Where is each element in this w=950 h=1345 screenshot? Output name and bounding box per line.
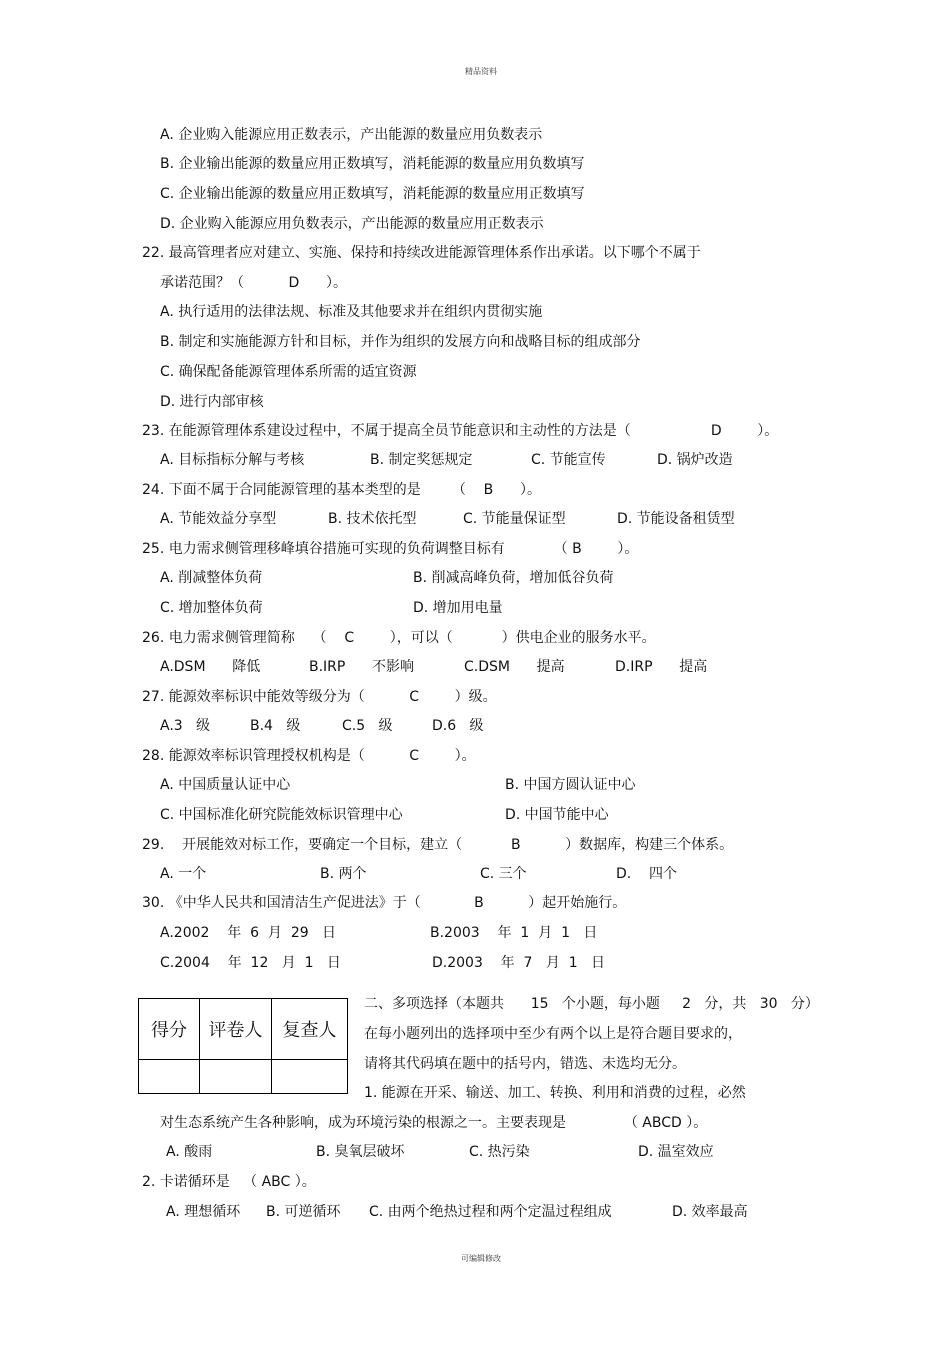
section-instruction: 请将其代码填在题中的括号内，错选、未选均无分。 — [364, 1056, 686, 1072]
option-item: C. 由两个绝热过程和两个定温过程组成 — [369, 1204, 612, 1220]
section-instruction: 在每小题列出的选择项中至少有两个以上是符合题目要求的， — [364, 1026, 742, 1042]
option-item: B. 可逆循环 — [266, 1204, 341, 1220]
question-line: 22. 最高管理者应对建立、实施、保持和持续改进能源管理体系作出承诺。以下哪个不属于 — [142, 245, 701, 261]
question-line: 26. 电力需求侧管理简称 （ C ），可以（ ）供电企业的服务水平。 — [142, 630, 656, 646]
option-item: A.DSM 降低 — [160, 659, 261, 675]
page-header: 精品资料 — [465, 67, 497, 76]
option-line: C. 确保配备能源管理体系所需的适宜资源 — [160, 364, 417, 380]
option-item: A. 一个 — [160, 866, 207, 882]
option-item: B.4 级 — [250, 718, 301, 734]
score-input-cell[interactable] — [139, 1060, 200, 1094]
option-item: D. 增加用电量 — [413, 600, 503, 616]
question-line: 29. 开展能效对标工作，要确定一个目标，建立（ B ）数据库，构建三个体系。 — [142, 837, 734, 853]
option-item: C.2004 年 12 月 1 日 — [160, 955, 341, 971]
option-item: D. 温室效应 — [638, 1144, 714, 1160]
option-item: B. 中国方圆认证中心 — [505, 777, 636, 793]
option-item: B. 臭氧层破坏 — [316, 1144, 405, 1160]
option-item: A. 中国质量认证中心 — [160, 777, 291, 793]
option-item: C. 节能宣传 — [531, 452, 606, 468]
option-item: A. 节能效益分享型 — [160, 511, 277, 527]
option-item: C. 节能量保证型 — [463, 511, 566, 527]
grader-input-cell[interactable] — [200, 1060, 272, 1094]
option-item: D. 中国节能中心 — [505, 807, 609, 823]
option-line: B. 制定和实施能源方针和目标，并作为组织的发展方向和战略目标的组成部分 — [160, 334, 641, 350]
question-line: 23. 在能源管理体系建设过程中，不属于提高全员节能意识和主动性的方法是（ D ）。 — [142, 423, 779, 439]
option-item: A. 理想循环 — [166, 1204, 241, 1220]
option-item: B. 削减高峰负荷，增加低谷负荷 — [413, 570, 614, 586]
option-item: A. 酸雨 — [166, 1144, 213, 1160]
option-item: D. 效率最高 — [672, 1204, 748, 1220]
option-item: D. 锅炉改造 — [657, 452, 733, 468]
option-item: B.2003 年 1 月 1 日 — [430, 925, 598, 941]
option-item: C.DSM 提高 — [464, 659, 565, 675]
option-line: B. 企业输出能源的数量应用正数填写，消耗能源的数量应用负数填写 — [160, 156, 585, 172]
option-item: B.IRP 不影响 — [309, 659, 415, 675]
option-item: B. 制定奖惩规定 — [370, 452, 473, 468]
option-item: D. 四个 — [616, 866, 678, 882]
section-title: 二、多项选择（本题共 15 个小题，每小题 2 分，共 30 分） — [364, 996, 819, 1012]
option-line: C. 企业输出能源的数量应用正数填写，消耗能源的数量应用正数填写 — [160, 186, 585, 202]
option-item: A.3 级 — [160, 718, 211, 734]
option-item: C. 热污染 — [469, 1144, 530, 1160]
question-line: 28. 能源效率标识管理授权机构是（ C ）。 — [142, 748, 476, 764]
option-item: D.6 级 — [432, 718, 484, 734]
option-item: A.2002 年 6 月 29 日 — [160, 925, 336, 941]
option-item: A. 目标指标分解与考核 — [160, 452, 305, 468]
question-line: 24. 下面不属于合同能源管理的基本类型的是 （ B ）。 — [142, 482, 541, 498]
option-item: D. 节能设备租赁型 — [617, 511, 735, 527]
option-item: D.2003 年 7 月 1 日 — [432, 955, 605, 971]
option-line: A. 执行适用的法律法规、标准及其他要求并在组织内贯彻实施 — [160, 304, 543, 320]
question-line: 1. 能源在开采、输送、加工、转换、利用和消费的过程，必然 — [364, 1085, 746, 1101]
page-footer: 可编辑修改 — [461, 1254, 501, 1263]
grader-header-cell: 评卷人 — [200, 999, 272, 1060]
option-item: A. 削减整体负荷 — [160, 570, 263, 586]
question-line: 30. 《中华人民共和国清洁生产促进法》于（ B ）起开始施行。 — [142, 895, 627, 911]
reviewer-header-cell: 复查人 — [272, 999, 348, 1060]
score-header-cell: 得分 — [139, 999, 200, 1060]
question-line: 25. 电力需求侧管理移峰填谷措施可实现的负荷调整目标有 （ B ）。 — [142, 541, 639, 557]
question-line: 对生态系统产生各种影响，成为环境污染的根源之一。主要表现是 （ ABCD ）。 — [160, 1115, 708, 1131]
reviewer-input-cell[interactable] — [272, 1060, 348, 1094]
question-line: 承诺范围？（ D ）。 — [160, 275, 347, 291]
option-item: C. 中国标准化研究院能效标识管理中心 — [160, 807, 403, 823]
question-line: 27. 能源效率标识中能效等级分为（ C ）级。 — [142, 689, 497, 705]
option-item: C.5 级 — [342, 718, 393, 734]
option-item: C. 增加整体负荷 — [160, 600, 263, 616]
option-line: D. 企业购入能源应用负数表示，产出能源的数量应用正数表示 — [160, 216, 544, 232]
question-line: 2. 卡诺循环是 （ ABC ）。 — [142, 1174, 316, 1190]
option-item: D.IRP 提高 — [615, 659, 708, 675]
option-item: C. 三个 — [480, 866, 527, 882]
option-line: D. 进行内部审核 — [160, 394, 264, 410]
option-line: A. 企业购入能源应用正数表示，产出能源的数量应用负数表示 — [160, 127, 543, 143]
option-item: B. 技术依托型 — [328, 511, 417, 527]
score-table — [138, 998, 348, 1094]
option-item: B. 两个 — [320, 866, 367, 882]
